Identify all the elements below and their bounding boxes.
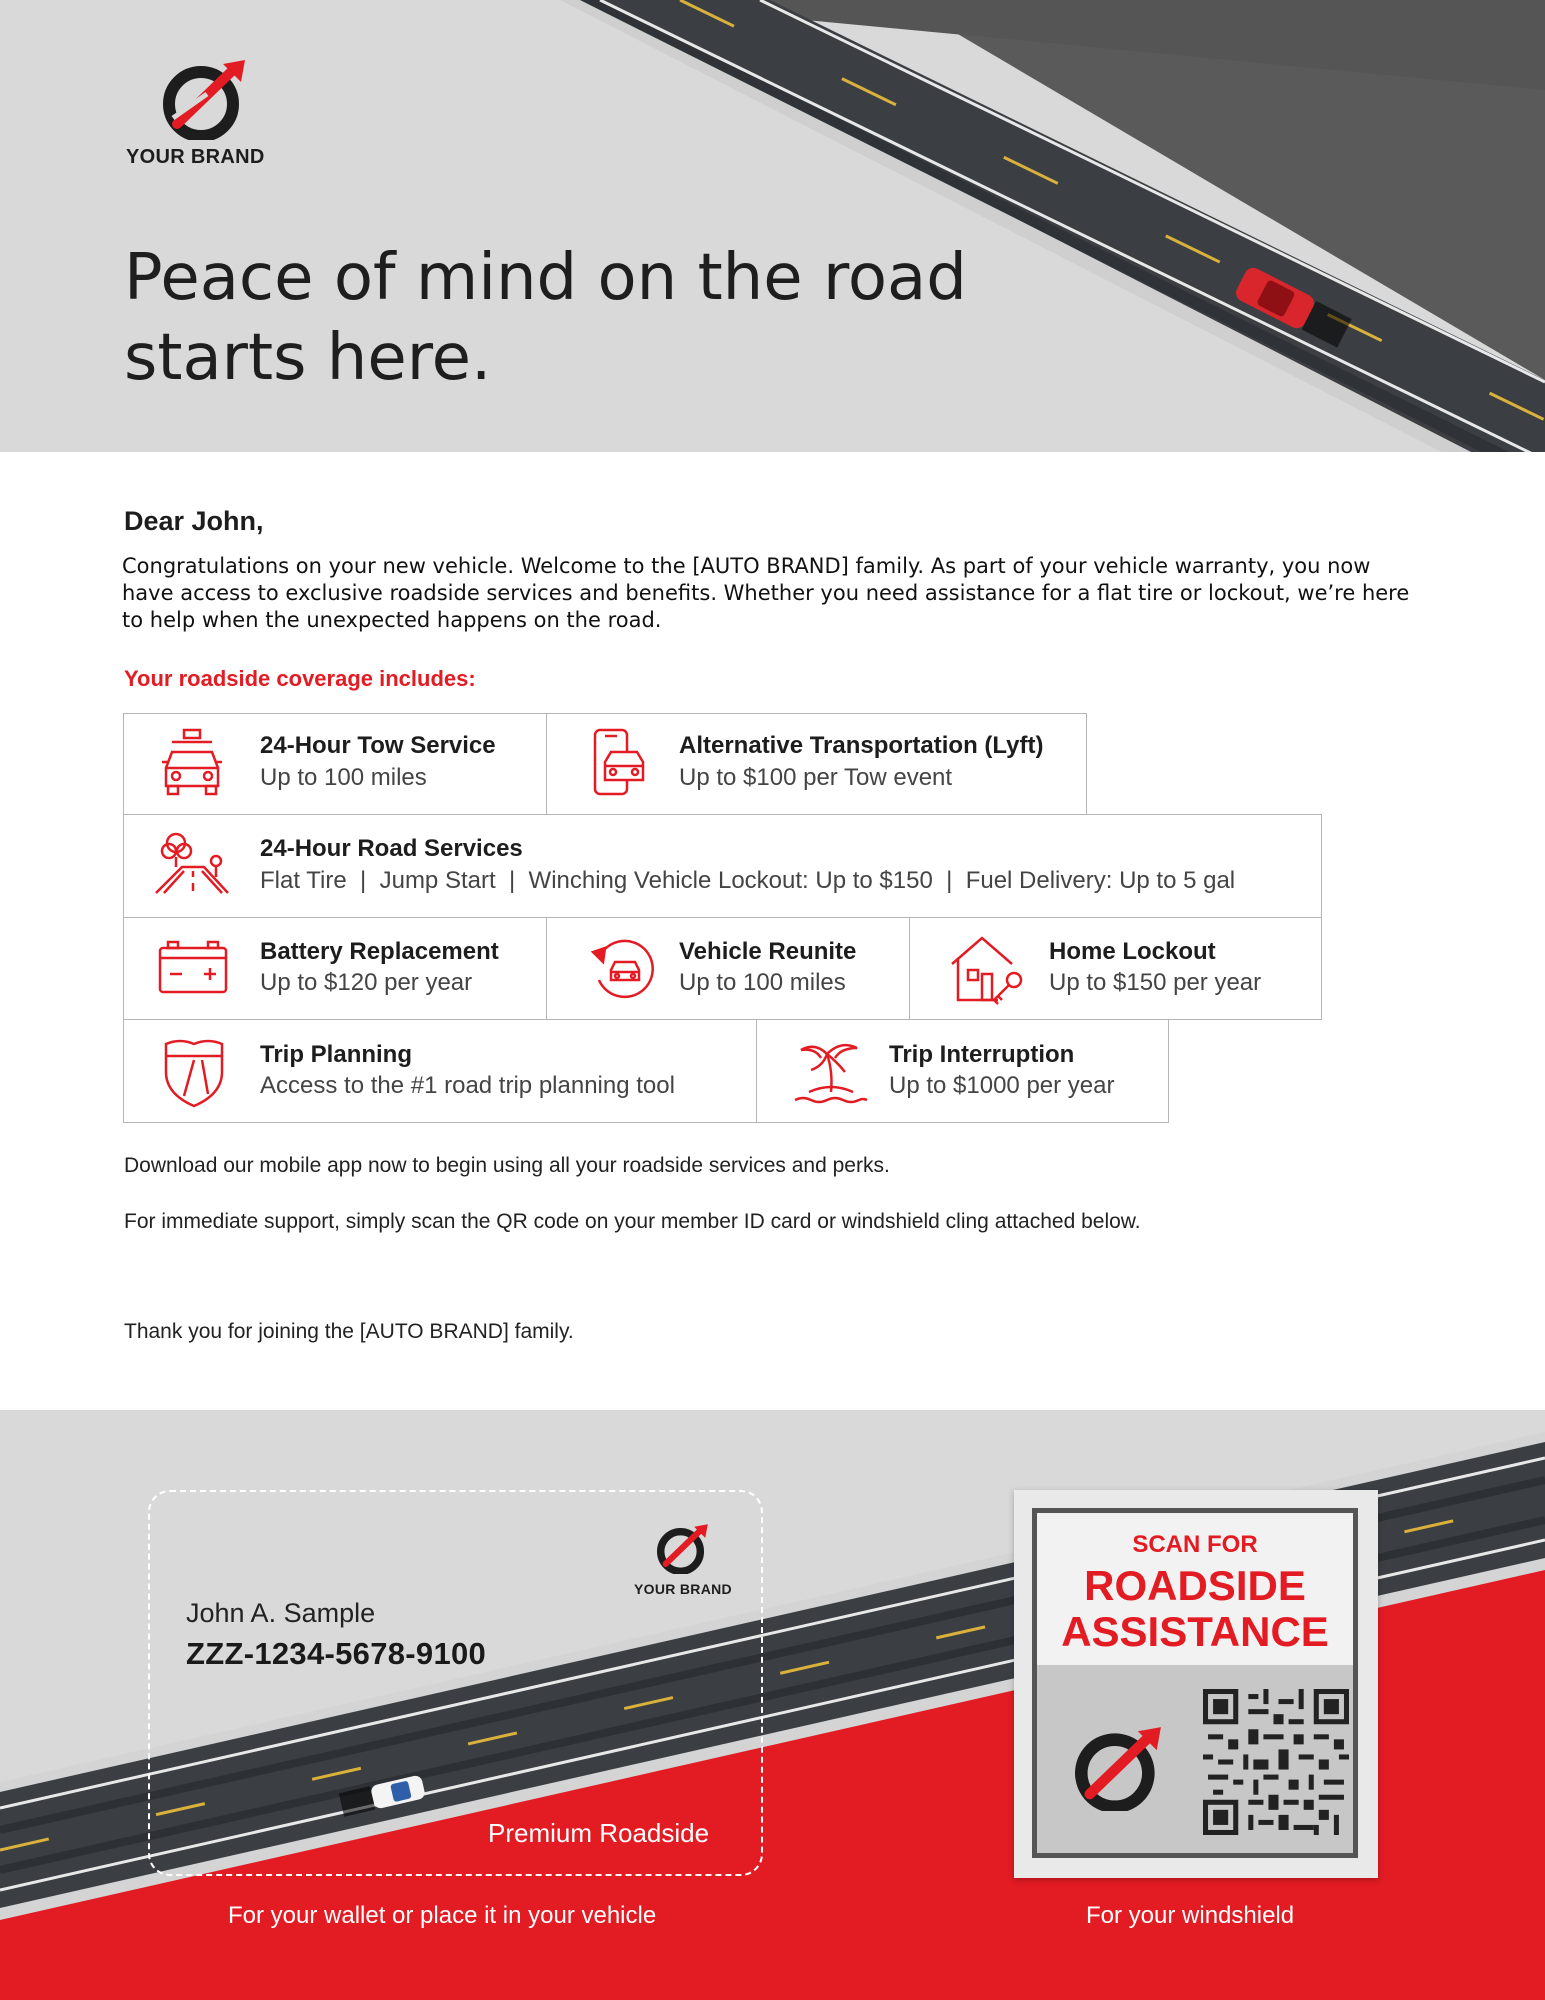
coverage-item-home-lockout	[909, 917, 1322, 1020]
qr-code-icon[interactable]	[1203, 1689, 1349, 1835]
card-brand-logo	[628, 1524, 738, 1597]
page-headline	[124, 238, 984, 398]
member-number: ZZZ-1234-5678-9100	[186, 1636, 487, 1671]
cling-assistance: ASSISTANCE	[1061, 1608, 1329, 1655]
coverage-title-road-services: 24-Hour Road Services	[260, 835, 523, 862]
coverage-detail-trip-planning: Access to the #1 road trip planning tool	[260, 1072, 675, 1099]
tow-truck-icon	[160, 728, 224, 798]
compass-arrow-logo-icon	[1075, 1727, 1163, 1811]
brand-logo	[120, 60, 290, 169]
coverage-detail-tow: Up to 100 miles	[260, 764, 427, 791]
greeting: Dear John,	[124, 506, 264, 536]
coverage-detail-road-services: Flat Tire | Jump Start | Winching Vehicle Lockout: Up to $150 | Fuel Delivery: Up to 5 gal	[260, 867, 1236, 894]
cling-scan-for: SCAN FOR	[1132, 1531, 1258, 1558]
coverage-item-tow	[123, 713, 547, 815]
coverage-detail-battery: Up to $120 per year	[260, 969, 473, 996]
header-banner	[0, 0, 1545, 452]
cling-roadside: ROADSIDE	[1084, 1562, 1306, 1609]
car-return-icon	[589, 936, 661, 1000]
compass-arrow-logo-icon	[163, 60, 247, 140]
coverage-item-trip-planning	[123, 1019, 757, 1123]
coverage-detail-reunite: Up to 100 miles	[679, 969, 846, 996]
coverage-title-lyft: Alternative Transportation (Lyft)	[679, 732, 1044, 759]
coverage-title-tow: 24-Hour Tow Service	[260, 732, 496, 759]
coverage-title-reunite: Vehicle Reunite	[679, 938, 857, 965]
coverage-item-trip-interruption	[756, 1019, 1169, 1123]
coverage-title-trip-planning: Trip Planning	[260, 1041, 413, 1068]
coverage-item-lyft	[546, 713, 1087, 815]
road-tree-icon	[154, 831, 232, 897]
cling-frame	[1032, 1508, 1358, 1858]
support-paragraph: For immediate support, simply scan the QR code on your member ID card or windshield cling attached below.	[124, 1210, 1141, 1233]
phone-car-icon	[591, 728, 651, 800]
windshield-caption: For your windshield	[1086, 1902, 1295, 1929]
compass-arrow-logo-icon	[657, 1524, 709, 1574]
brand-name: YOUR BRAND	[126, 146, 265, 168]
coverage-detail-lyft: Up to $100 per Tow event	[679, 764, 953, 791]
coverage-detail-trip-interruption: Up to $1000 per year	[889, 1072, 1115, 1099]
windshield-cling[interactable]	[1014, 1490, 1378, 1878]
battery-icon	[158, 940, 228, 994]
member-tier: Premium Roadside	[488, 1818, 710, 1848]
coverage-title-home-lockout: Home Lockout	[1049, 938, 1216, 965]
card-brand-name: YOUR BRAND	[634, 1581, 732, 1597]
coverage-item-battery	[123, 917, 547, 1020]
highway-shield-icon	[160, 1036, 228, 1108]
wallet-caption: For your wallet or place it in your vehicle	[228, 1902, 657, 1929]
coverage-title-battery: Battery Replacement	[260, 938, 499, 965]
coverage-item-road-services	[123, 814, 1322, 918]
coverage-detail-home-lockout: Up to $150 per year	[1049, 969, 1262, 996]
thanks-paragraph: Thank you for joining the [AUTO BRAND] family.	[124, 1320, 574, 1343]
house-key-icon	[948, 934, 1028, 1006]
palm-island-icon	[793, 1036, 869, 1106]
download-paragraph: Download our mobile app now to begin using all your roadside services and perks.	[124, 1154, 890, 1177]
headline-line-1: Peace of mind on the road	[124, 241, 967, 315]
coverage-title: Your roadside coverage includes:	[124, 666, 476, 691]
coverage-item-reunite	[546, 917, 910, 1020]
intro-paragraph: Congratulations on your new vehicle. Welcome to the [AUTO BRAND] family. As part of your vehicle warranty, you now have access to exclusive roadside services and benefits. Whether you need assistance for a flat tire or lockout, we’re here to help when the unexpected happens on the road.	[122, 554, 1410, 632]
headline-line-2: starts here.	[124, 321, 492, 395]
member-name: John A. Sample	[186, 1598, 376, 1628]
coverage-title-trip-interruption: Trip Interruption	[889, 1041, 1075, 1068]
